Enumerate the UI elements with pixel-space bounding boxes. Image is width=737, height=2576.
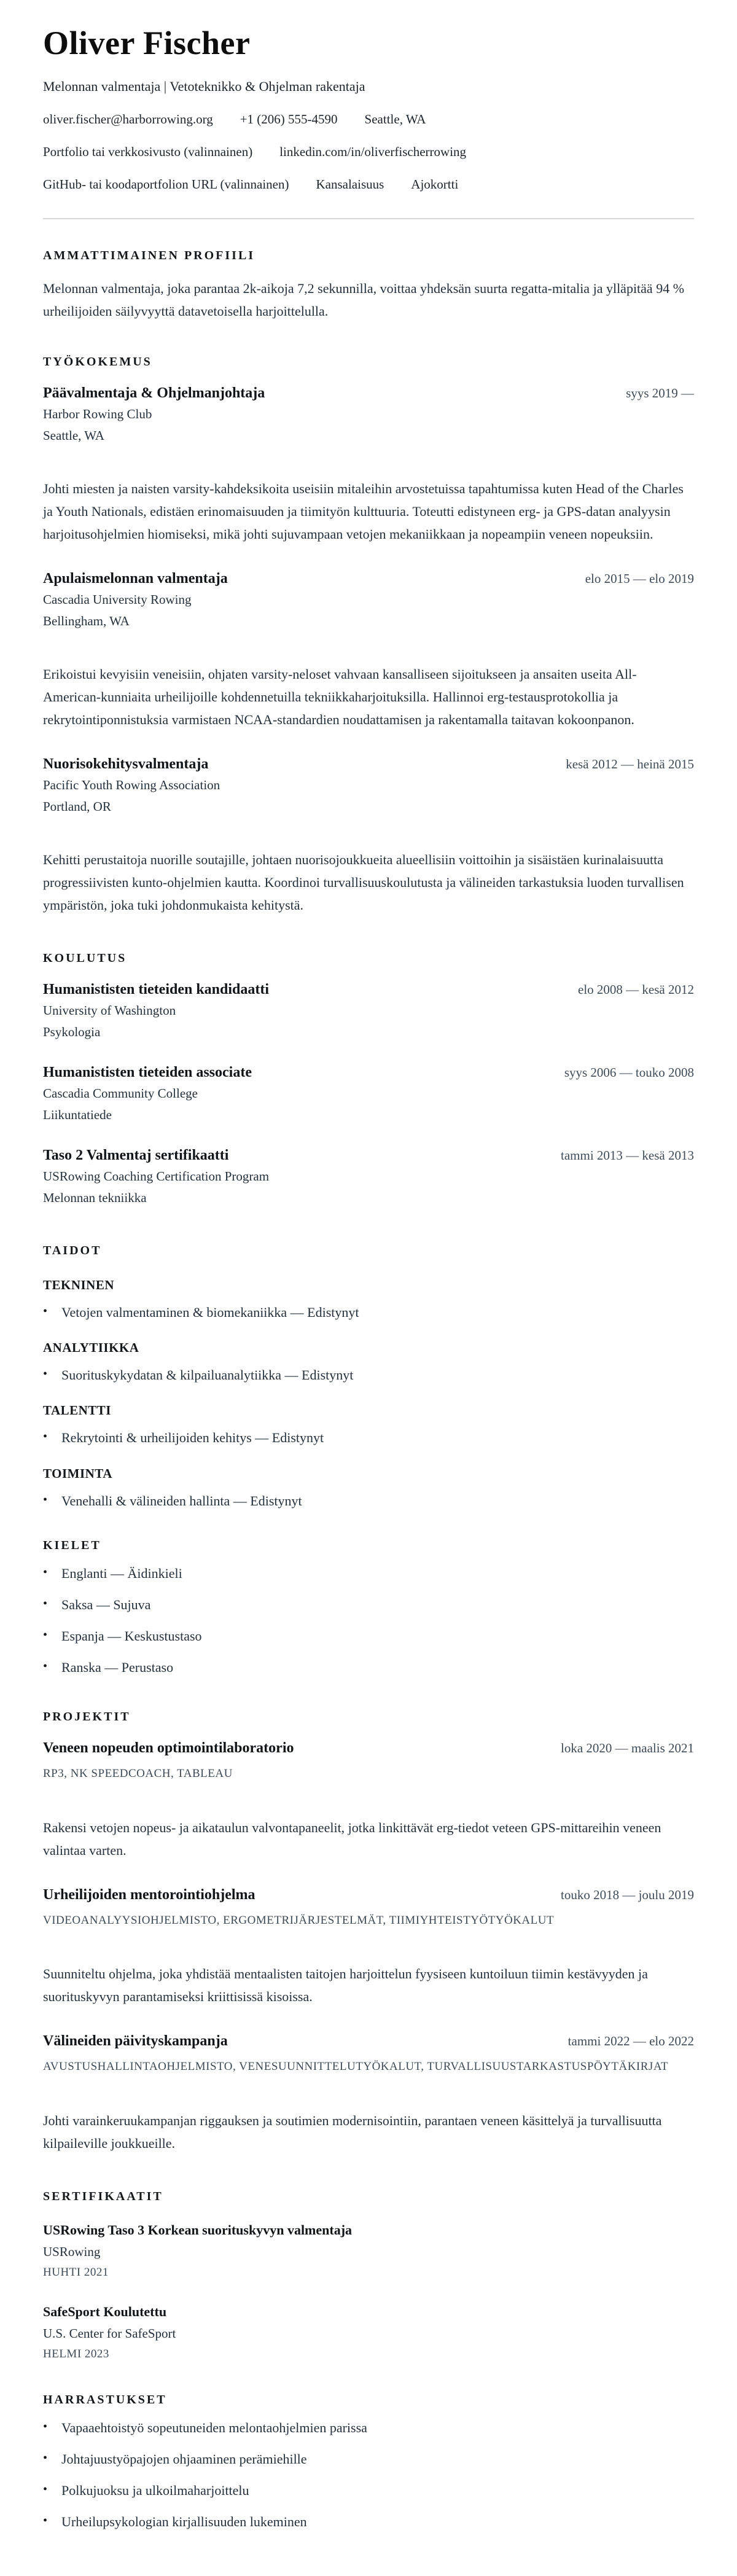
bullet-icon: • [43,1660,48,1674]
project-name: Veneen nopeuden optimointilaboratorio [43,1740,294,1757]
bullet-icon: • [43,1596,48,1610]
resume-header [43,25,694,192]
phone-text: +1 (206) 555-4590 [240,112,338,127]
contact-row-1 [43,112,694,127]
skill-item-label: Rekrytointi & urheilijoiden kehitys — Edistynyt [61,1430,324,1446]
language-list [43,1563,694,1679]
project-item-head [43,1740,694,1757]
section-skills [43,1244,694,1512]
certification-name: SafeSport Koulutettu [43,2303,167,2319]
project-item [43,1887,694,2008]
language-item-label: Englanti — Äidinkieli [61,1565,182,1581]
school-name: USRowing Coaching Certification Program [43,1168,270,1184]
skill-category: TEKNINEN [43,1277,115,1292]
certification-org: USRowing [43,2244,101,2259]
skill-item [43,1490,694,1512]
education-item [43,1064,694,1123]
skill-group [43,1278,694,1323]
skill-group [43,1466,694,1512]
linkedin-text: linkedin.com/in/oliverfischerrowing [279,144,467,160]
degree-dates: tammi 2013 — kesä 2013 [561,1147,694,1163]
skill-item [43,1364,694,1386]
job-company: Cascadia University Rowing [43,592,192,607]
skill-category: TALENTTI [43,1403,111,1418]
email-text: oliver.fischer@harborrowing.org [43,112,213,127]
experience-item [43,571,694,732]
certification-date: HELMI 2023 [43,2347,109,2360]
section-profile [43,249,694,323]
job-dates: syys 2019 — [626,386,694,401]
bullet-icon: • [43,2514,48,2528]
hobby-item [43,2448,694,2470]
field-of-study: Liikuntatiede [43,1107,112,1122]
degree-title: Humanististen tieteiden kandidaatti [43,981,270,997]
language-item [43,1657,694,1678]
header-divider [43,218,694,219]
bullet-icon: • [43,1367,48,1381]
certification-org: U.S. Center for SafeSport [43,2325,176,2341]
skill-item-label: Venehalli & välineiden hallinta — Edistynyt [61,1493,302,1509]
section-languages [43,1539,694,1679]
section-experience [43,355,694,917]
hobby-item [43,2480,694,2501]
job-location: Seattle, WA [43,428,104,443]
education-item [43,1147,694,1206]
job-title: Apulaismelonnan valmentaja [43,571,228,587]
education-item-head [43,982,694,998]
headline: Melonnan valmentaja | Vetoteknikko & Ohjelman rakentaja [43,79,365,95]
language-item [43,1625,694,1647]
hobby-item-label: Vapaaehtoistyö sopeutuneiden melontaohjelmien parissa [61,2419,367,2435]
bullet-icon: • [43,1565,48,1579]
project-name: Välineiden päivityskampanja [43,2033,228,2050]
section-title-profile: AMMATTIMAINEN PROFIILI [43,249,255,263]
degree-title: Taso 2 Valmentaj sertifikaatti [43,1147,229,1163]
bullet-icon: • [43,2451,48,2465]
certification-item [43,2304,694,2361]
job-dates: elo 2015 — elo 2019 [585,571,694,587]
certification-name: USRowing Taso 3 Korkean suorituskyvyn valmentaja [43,2222,353,2238]
skill-item [43,1427,694,1448]
language-item-label: Saksa — Sujuva [61,1596,151,1612]
bullet-icon: • [43,1304,48,1318]
project-item [43,1740,694,1862]
section-title-experience: TYÖKOKEMUS [43,355,152,369]
section-hobbies [43,2393,694,2533]
section-title-languages: KIELET [43,1538,101,1552]
education-item-head [43,1064,694,1081]
skill-group [43,1340,694,1386]
education-item-head [43,1147,694,1164]
bullet-icon: • [43,1628,48,1642]
school-name: University of Washington [43,1002,176,1018]
bullet-icon: • [43,1493,48,1507]
license-text: Ajokortti [411,177,459,192]
project-dates: loka 2020 — maalis 2021 [561,1741,694,1756]
section-title-education: KOULUTUS [43,951,127,965]
section-projects [43,1710,694,2155]
school-name: Cascadia Community College [43,1085,198,1101]
job-dates: kesä 2012 — heinä 2015 [566,757,694,772]
project-description: Johti varainkeruukampanjan riggauksen ja soutimien modernisointiin, parantaen veneen käsittelyä ja turvallisuutta kilpaileville joukkueille. [43,2112,662,2151]
portfolio-text: Portfolio tai verkkosivusto (valinnainen) [43,144,253,160]
job-company: Harbor Rowing Club [43,407,152,422]
section-title-hobbies: HARRASTUKSET [43,2392,167,2406]
degree-title: Humanististen tieteiden associate [43,1064,252,1080]
hobby-item [43,2511,694,2532]
project-dates: touko 2018 — joulu 2019 [560,1887,694,1902]
experience-item-head [43,571,694,587]
field-of-study: Psykologia [43,1024,101,1039]
experience-item [43,756,694,917]
hobby-item-label: Urheilupsykologian kirjallisuuden lukeminen [61,2514,307,2530]
project-item-head [43,2033,694,2050]
certification-item [43,2222,694,2279]
experience-item-head [43,756,694,773]
field-of-study: Melonnan tekniikka [43,1190,147,1205]
skill-group [43,1403,694,1448]
language-item-label: Espanja — Keskustustaso [61,1628,202,1644]
section-title-certifications: SERTIFIKAATIT [43,2189,163,2203]
project-dates: tammi 2022 — elo 2022 [567,2034,694,2049]
skill-item-label: Suorituskykydatan & kilpailuanalytiikka — Edistynyt [61,1367,354,1383]
hobby-item-label: Johtajuustyöpajojen ohjaaminen perämiehille [61,2451,307,2467]
citizenship-text: Kansalaisuus [316,177,384,192]
job-title: Nuorisokehitysvalmentaja [43,756,209,773]
education-item [43,982,694,1040]
contact-row-3 [43,177,694,192]
job-company: Pacific Youth Rowing Association [43,778,220,793]
section-title-projects: PROJEKTIT [43,1710,131,1724]
job-description: Kehitti perustaitoja nuorille soutajille, johtaen nuorisojoukkueita alueellisiin voittoihin ja sisäistäen kurinalaisuutta progressiivisten kunto-ohjelmien kautta. Koordinoi turvallisuuskoulutusta ja välineiden tarkastuksia luoden turvallisen ympäristön, joka tuki johdonmukaista kehitystä. [43,852,684,913]
project-tools: VIDEOANALYYSIOHJELMISTO, ERGOMETRIJÄRJESTELMÄT, TIIMIYHTEISTYÖTYÖKALUT [43,1913,555,1927]
section-certifications [43,2190,694,2361]
location-text: Seattle, WA [364,112,426,127]
skill-item [43,1302,694,1323]
job-description: Johti miesten ja naisten varsity-kahdeksikoita useisiin mitaleihin arvostetuissa tapahtumissa kuten Head of the Charles ja Youth Nationals, edistäen erinomaisuuden ja tiimityön kulttuuria. Toteutti edistyneen erg- ja GPS-datan analyysin harjoitusohjelmien hiomiseksi, mikä johti sujuvampaan vetojen mekaniikkaan ja nopeampiin veneen nopeuksiin. [43,481,684,542]
experience-item-head [43,385,694,402]
job-description: Erikoistui kevyisiin veneisiin, ohjaten varsity-neloset vahvaan kansalliseen sijoitukseen ja ansaiten useita All-American-kunniaita urheilijoille kohdennetuilla tekniikkaharjoituksilla. Hallinnoi erg-testausprotokollia ja rekrytointiponnistuksia varmistaen NCAA-standardien noudattamisen ja rakentamalla taitavan kokoonpanon. [43,666,637,728]
job-location: Bellingham, WA [43,614,130,629]
skill-item-label: Vetojen valmentaminen & biomekaniikka — Edistynyt [61,1304,359,1320]
profile-summary: Melonnan valmentaja, joka parantaa 2k-aikoja 7,2 sekunnilla, voittaa yhdeksän suurta regatta-mitalia ja ylläpitää 94 % urheilijoiden säilyvyyttä datavetoisella harjoittelulla. [43,281,685,319]
hobby-item [43,2417,694,2438]
job-location: Portland, OR [43,799,111,814]
contact-row-2 [43,144,694,160]
project-description: Rakensi vetojen nopeus- ja aikataulun valvontapaneelit, jotka linkittävät erg-tiedot veteen GPS-mittareihin veneen valintaa varten. [43,1820,661,1858]
project-tools: RP3, NK SPEEDCOACH, TABLEAU [43,1767,233,1781]
bullet-icon: • [43,2483,48,2497]
hobby-list [43,2417,694,2533]
job-title: Päävalmentaja & Ohjelmanjohtaja [43,385,265,402]
section-title-skills: TAIDOT [43,1243,102,1257]
page-title: Oliver Fischer [43,25,251,61]
bullet-icon: • [43,2419,48,2434]
skill-category: TOIMINTA [43,1466,112,1481]
bullet-icon: • [43,1430,48,1444]
hobby-item-label: Polkujuoksu ja ulkoilmaharjoittelu [61,2483,249,2499]
degree-dates: syys 2006 — touko 2008 [564,1064,694,1080]
experience-item [43,385,694,546]
project-tools: AVUSTUSHALLINTAOHJELMISTO, VENESUUNNITTELUTYÖKALUT, TURVALLISUUSTARKASTUSPÖYTÄKIRJAT [43,2060,669,2074]
language-item-label: Ranska — Perustaso [61,1660,174,1676]
language-item [43,1563,694,1584]
section-education [43,951,694,1206]
certification-date: HUHTI 2021 [43,2265,109,2279]
project-name: Urheilijoiden mentorointiohjelma [43,1886,255,1903]
github-text: GitHub- tai koodaportfolion URL (valinnainen) [43,177,289,192]
degree-dates: elo 2008 — kesä 2012 [578,982,694,997]
skill-category: ANALYTIIKKA [43,1340,139,1356]
project-item [43,2033,694,2155]
language-item [43,1594,694,1615]
project-description: Suunniteltu ohjelma, joka yhdistää mentaalisten taitojen harjoittelun fyysiseen kuntoiluun tiimin kestävyyden ja suorituskyvyn parantamiseksi kriittisissä kisoissa. [43,1966,648,2005]
project-item-head [43,1887,694,1903]
